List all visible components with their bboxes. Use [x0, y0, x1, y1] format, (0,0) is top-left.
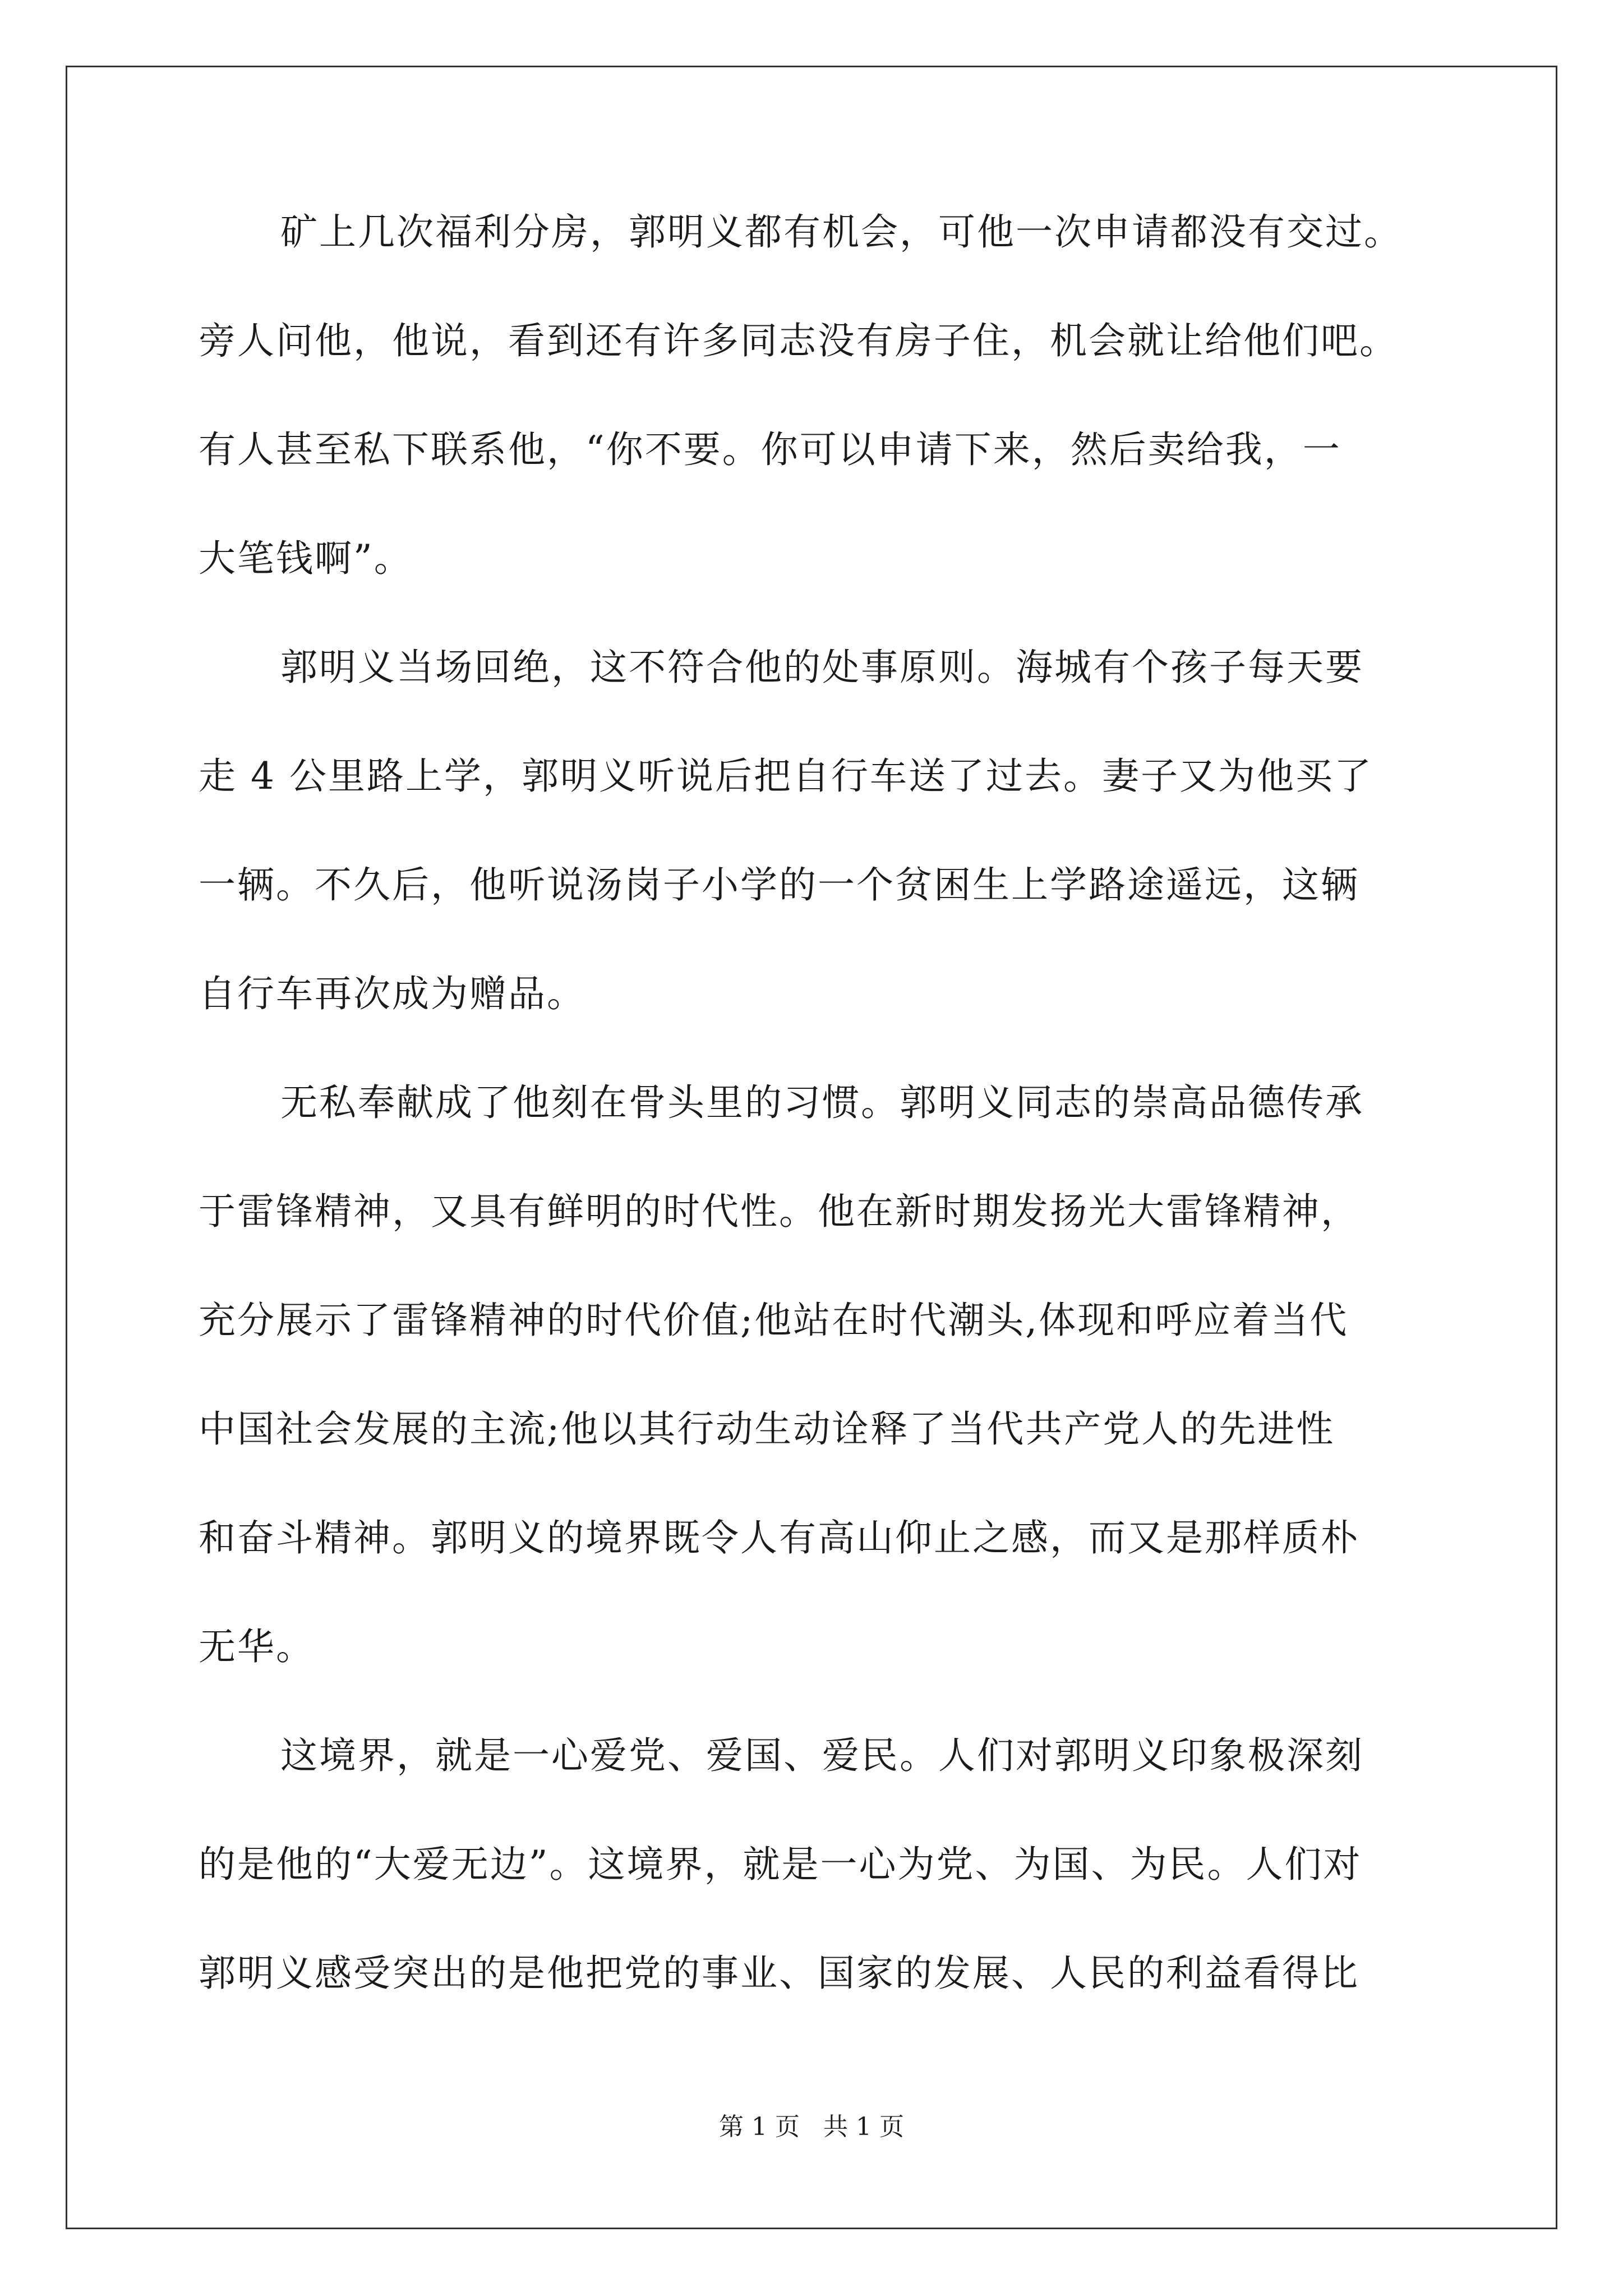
page-number-footer: 第 1 页 共 1 页	[719, 2113, 904, 2141]
paragraph-3-line-5: 和奋斗精神。郭明义的境界既令人有高山仰止之感，而又是那样质朴	[199, 1516, 1359, 1559]
paragraph-2-line-4: 自行车再次成为赠品。	[199, 972, 585, 1015]
paragraph-1-line-3: 有人甚至私下联系他，“你不要。你可以申请下来，然后卖给我，一	[199, 428, 1341, 471]
paragraph-1-line-2: 旁人问他，他说，看到还有许多同志没有房子住，机会就让给他们吧。	[199, 319, 1398, 362]
paragraph-3-line-4: 中国社会发展的主流;他以其行动生动诠释了当代共产党人的先进性	[199, 1407, 1335, 1451]
paragraph-2-line-2: 走 4 公里路上学，郭明义听说后把自行车送了过去。妻子又为他买了	[199, 754, 1373, 798]
paragraph-2-line-1: 郭明义当场回绝，这不符合他的处事原则。海城有个孩子每天要	[280, 646, 1364, 689]
paragraph-4-line-2: 的是他的“大爱无边”。这境界，就是一心为党、为国、为民。人们对	[199, 1843, 1362, 1886]
paragraph-3-line-1: 无私奉献成了他刻在骨头里的习惯。郭明义同志的崇高品德传承	[280, 1081, 1364, 1124]
paragraph-4-line-1: 这境界，就是一心爱党、爱国、爱民。人们对郭明义印象极深刻	[280, 1734, 1364, 1777]
paragraph-1-line-4: 大笔钱啊”。	[199, 537, 413, 580]
paragraph-3-line-3: 充分展示了雷锋精神的时代价值;他站在时代潮头,体现和呼应着当代	[199, 1299, 1349, 1342]
paragraph-2-line-3: 一辆。不久后，他听说汤岗子小学的一个贫困生上学路途遥远，这辆	[199, 863, 1359, 907]
paragraph-4-line-3: 郭明义感受突出的是他把党的事业、国家的发展、人民的利益看得比	[199, 1952, 1359, 1995]
paragraph-1-line-1: 矿上几次福利分房，郭明义都有机会，可他一次申请都没有交过。	[280, 210, 1403, 254]
paragraph-3-line-2: 于雷锋精神，又具有鲜明的时代性。他在新时期发扬光大雷锋精神，	[199, 1190, 1359, 1233]
paragraph-3-line-6: 无华。	[199, 1625, 315, 1668]
page-border	[66, 66, 1557, 2229]
